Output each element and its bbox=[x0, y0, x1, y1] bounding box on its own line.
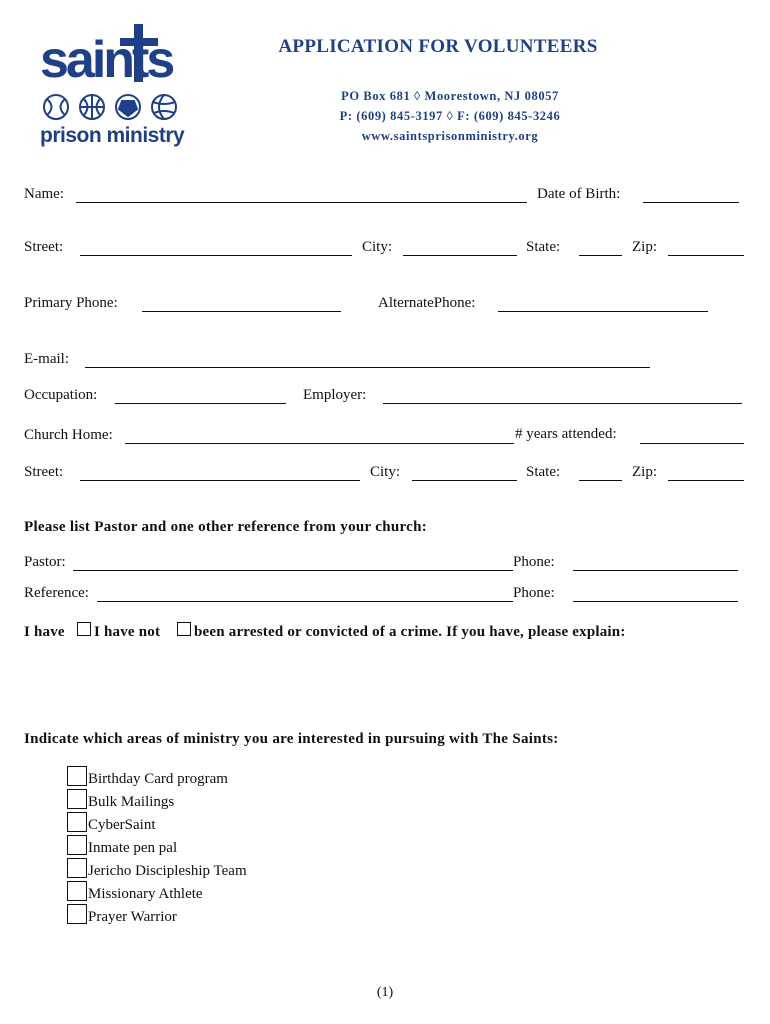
reference-phone-field[interactable] bbox=[573, 601, 738, 602]
i-have-checkbox[interactable] bbox=[77, 622, 91, 636]
primary-phone-field[interactable] bbox=[142, 311, 341, 312]
employer-field[interactable] bbox=[383, 403, 742, 404]
logo-subtitle: prison ministry bbox=[40, 124, 185, 147]
missionary-athlete-checkbox[interactable] bbox=[67, 881, 87, 901]
occupation-label: Occupation: bbox=[24, 387, 98, 403]
primary-phone-label: Primary Phone: bbox=[24, 295, 118, 311]
employer-label: Employer: bbox=[303, 387, 367, 403]
church-home-label: Church Home: bbox=[24, 427, 113, 443]
years-attended-label: # years attended: bbox=[515, 426, 617, 442]
reference-field[interactable] bbox=[97, 601, 513, 602]
city-label: City: bbox=[362, 239, 393, 255]
prayer-warrior-checkbox[interactable] bbox=[67, 904, 87, 924]
name-label: Name: bbox=[24, 186, 64, 202]
street-label: Street: bbox=[24, 239, 64, 255]
pastor-label: Pastor: bbox=[24, 554, 66, 570]
area-label-bulk-mailings: Bulk Mailings bbox=[88, 794, 175, 810]
i-have-not-checkbox[interactable] bbox=[177, 622, 191, 636]
references-heading: Please list Pastor and one other reference from your church: bbox=[24, 519, 428, 535]
sports-balls-icon bbox=[40, 92, 190, 124]
city-field[interactable] bbox=[403, 255, 517, 256]
street-field[interactable] bbox=[80, 255, 352, 256]
zip-label: Zip: bbox=[632, 239, 657, 255]
area-label-birthday-card: Birthday Card program bbox=[88, 771, 228, 787]
mailing-address: PO Box 681 ◊ Moorestown, NJ 08057 bbox=[341, 89, 559, 103]
church-state-label: State: bbox=[526, 464, 561, 480]
church-home-field[interactable] bbox=[125, 443, 514, 444]
ministry-heading: Indicate which areas of ministry you are interested in pursuing with The Saints: bbox=[24, 731, 559, 747]
state-field[interactable] bbox=[579, 255, 622, 256]
alternate-phone-field[interactable] bbox=[498, 311, 708, 312]
cybersaint-checkbox[interactable] bbox=[67, 812, 87, 832]
church-zip-label: Zip: bbox=[632, 464, 657, 480]
email-field[interactable] bbox=[85, 367, 650, 368]
page-number: (1) bbox=[376, 985, 394, 1000]
dob-field[interactable] bbox=[643, 202, 739, 203]
name-field[interactable] bbox=[76, 202, 527, 203]
dob-label: Date of Birth: bbox=[537, 186, 621, 202]
inmate-pen-pal-checkbox[interactable] bbox=[67, 835, 87, 855]
criminal-question: been arrested or convicted of a crime. If you have, please explain: bbox=[194, 624, 626, 640]
pastor-phone-field[interactable] bbox=[573, 570, 738, 571]
website-link[interactable]: www.saintsprisonministry.org bbox=[361, 129, 539, 143]
church-city-field[interactable] bbox=[412, 480, 517, 481]
alternate-phone-label: AlternatePhone: bbox=[378, 295, 476, 311]
years-attended-field[interactable] bbox=[640, 443, 744, 444]
pastor-field[interactable] bbox=[73, 570, 513, 571]
i-have-not-label: I have not bbox=[94, 624, 161, 640]
saints-logo bbox=[38, 22, 188, 150]
birthday-card-checkbox[interactable] bbox=[67, 766, 87, 786]
contact-phones: P: (609) 845-3197 ◊ F: (609) 845-3246 bbox=[339, 109, 561, 123]
area-label-prayer-warrior: Prayer Warrior bbox=[88, 909, 177, 925]
reference-phone-label: Phone: bbox=[513, 585, 555, 601]
church-street-label: Street: bbox=[24, 464, 64, 480]
logo-wordmark: saints bbox=[40, 31, 173, 89]
pastor-phone-label: Phone: bbox=[513, 554, 555, 570]
state-label: State: bbox=[526, 239, 561, 255]
church-street-field[interactable] bbox=[80, 480, 360, 481]
reference-label: Reference: bbox=[24, 585, 89, 601]
email-label: E-mail: bbox=[24, 351, 69, 367]
area-label-cybersaint: CyberSaint bbox=[88, 817, 156, 833]
church-city-label: City: bbox=[370, 464, 401, 480]
area-label-jericho-discipleship: Jericho Discipleship Team bbox=[88, 863, 247, 879]
page-title: APPLICATION FOR VOLUNTEERS bbox=[278, 36, 598, 57]
occupation-field[interactable] bbox=[115, 403, 286, 404]
i-have-label: I have bbox=[24, 624, 65, 640]
zip-field[interactable] bbox=[668, 255, 744, 256]
jericho-discipleship-checkbox[interactable] bbox=[67, 858, 87, 878]
bulk-mailings-checkbox[interactable] bbox=[67, 789, 87, 809]
church-state-field[interactable] bbox=[579, 480, 622, 481]
area-label-missionary-athlete: Missionary Athlete bbox=[88, 886, 203, 902]
church-zip-field[interactable] bbox=[668, 480, 744, 481]
explanation-area[interactable] bbox=[24, 650, 744, 720]
area-label-inmate-pen-pal: Inmate pen pal bbox=[88, 840, 178, 856]
